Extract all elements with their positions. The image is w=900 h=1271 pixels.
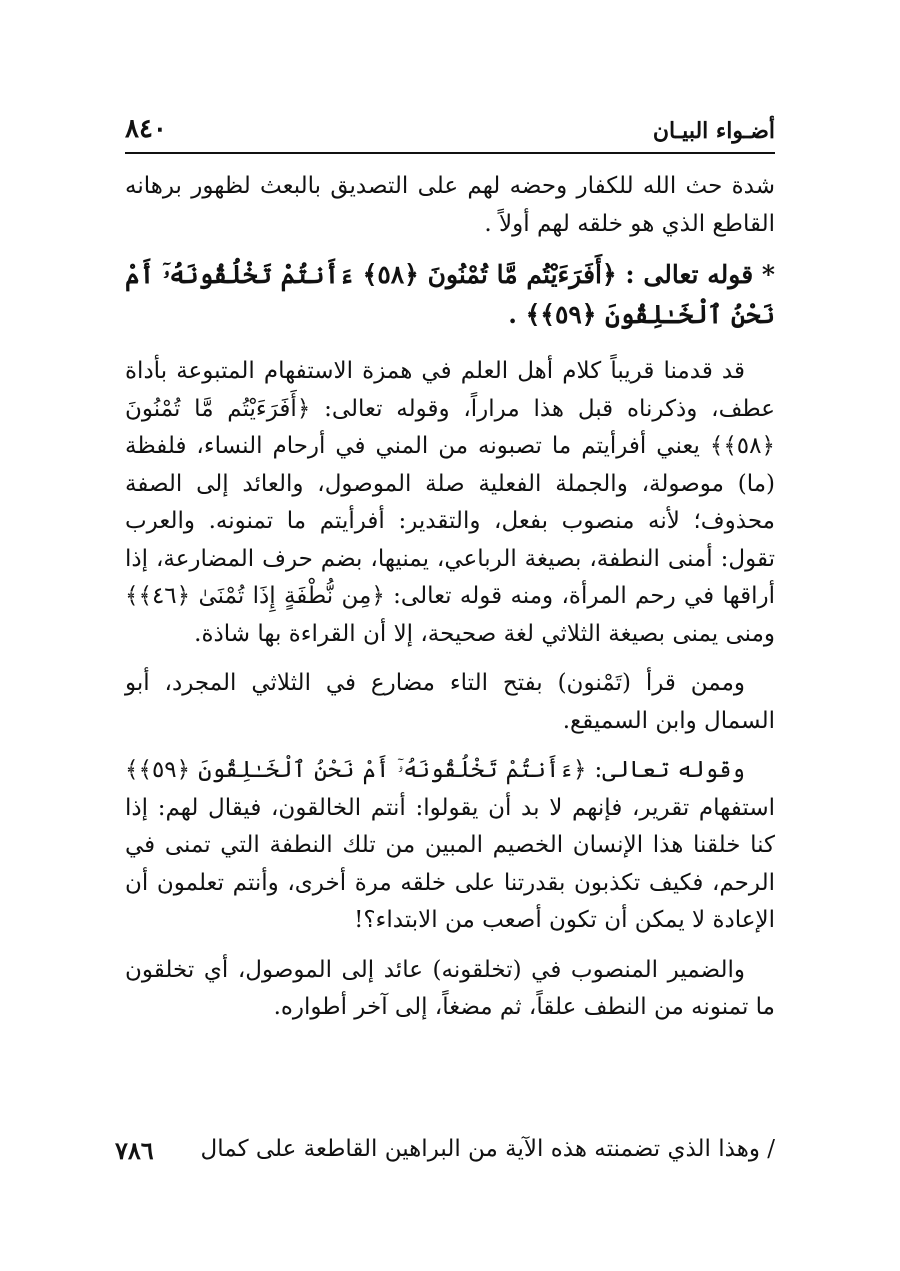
book-title: أضـواء البيـان [652,118,775,144]
paragraph-interrogation: وقوله تعالى: ﴿ءَأَنتُمْ تَخْلُقُونَهُۥٓ أَمْ نَحْنُ ٱلْخَـٰلِقُونَ ﴿٥٩﴾﴾ استفهام تقرير، فإنهم لا بد أن يقولوا: أنتم الخالقون، فيقال لهم: إذا كنا خلقنا هذا الإنسان الخصيم المبين من تلك النطفة التي تمنى في الرحم، فكيف تكذبون بقدرتنا على خلقه مرة أخرى، وأنتم تعلمون أن الإعادة لا يمكن أن تكون أصعب من الابتداء؟! [125,757,775,933]
running-header [125,108,775,154]
page-footer [115,1130,775,1170]
verse-heading: * قوله تعالى : ﴿أَفَرَءَيْتُم مَّا تُمْنُونَ ﴿٥٨﴾ ءَأَنتُمْ تَخْلُقُونَهُۥٓ أَمْ نَحْنُ ٱلْخَـٰلِقُونَ ﴿٥٩﴾﴾ . [125,260,775,329]
paragraph-intro: شدة حث الله للكفار وحضه لهم على التصديق بالبعث لظهور برهانه القاطع الذي هو خلقه لهم أولاً . [125,173,775,237]
page-number: ٨٤٠ [125,114,167,144]
main-text [125,168,775,1039]
margin-page-number: ٧٨٦ [115,1136,154,1165]
paragraph-commentary: قد قدمنا قريباً كلام أهل العلم في همزة الاستفهام المتبوعة بأداة عطف، وذكرناه قبل هذا مراراً، وقوله تعالى: ﴿أَفَرَءَيْتُم مَّا تُمْنُونَ ﴿٥٨﴾﴾ يعني أفرأيتم ما تصبونه من المني في أرحام النساء، فلفظة (ما) موصولة، والجملة الفعلية صلة الموصول، والعائد إلى الصفة محذوف؛ لأنه منصوب بفعل، والتقدير: أفرأيتم ما تمنونه. والعرب تقول: أمنى النطفة، بصيغة الرباعي، يمنيها، بضم حرف المضارعة، إذا أراقها في رحم المرأة، ومنه قوله تعالى: ﴿مِن نُّطْفَةٍ إِذَا تُمْنَىٰ ﴿٤٦﴾﴾ ومنى يمنى بصيغة الثلاثي لغة صحيحة، إلا أن القراءة بها شاذة. [125,358,775,647]
paragraph-pronoun: والضمير المنصوب في (تخلقونه) عائد إلى الموصول، أي تخلقون ما تمنونه من النطف علقاً، ثم مضغاً، إلى آخر أطواره. [125,956,775,1020]
paragraph-reading: وممن قرأ (تَمْنون) بفتح التاء مضارع في الثلاثي المجرد، أبو السمال وابن السميقع. [125,670,775,734]
catchline: / وهذا الذي تضمنته هذه الآية من البراهين القاطعة على كمال [200,1136,775,1162]
